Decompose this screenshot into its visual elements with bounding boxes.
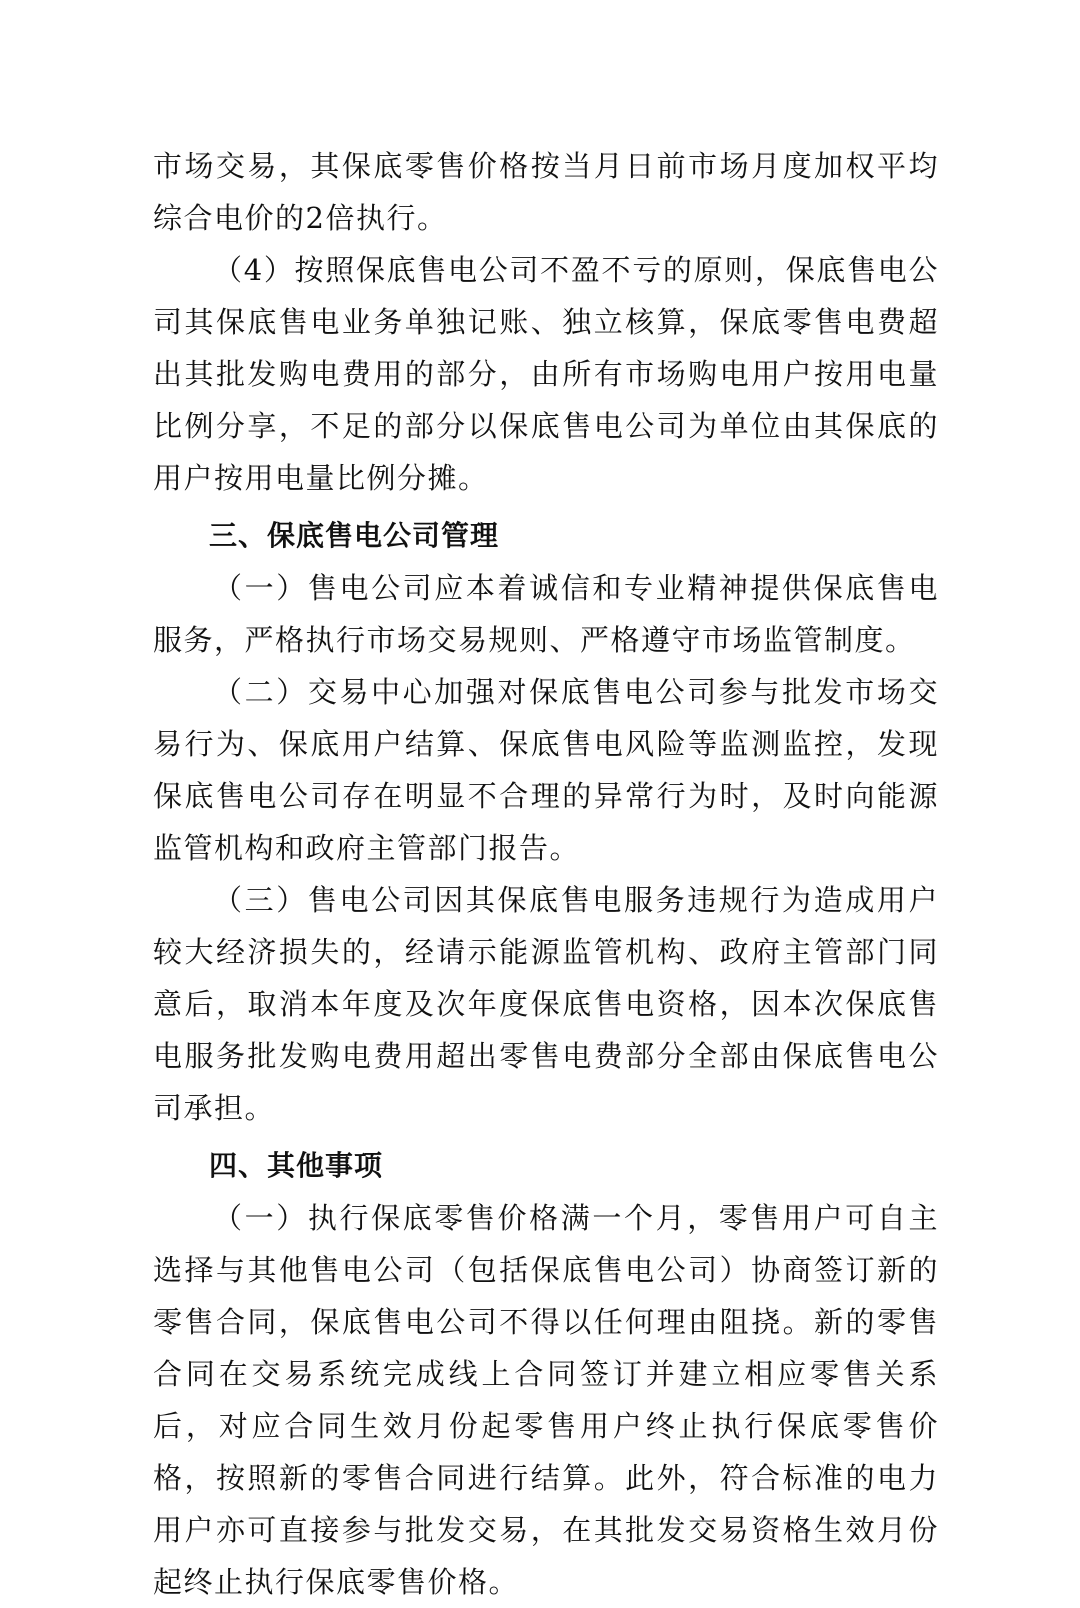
paragraph-section3-item-1: （一）售电公司应本着诚信和专业精神提供保底售电服务，严格执行市场交易规则、严格遵守市场监管制度。: [153, 571, 939, 657]
paragraph-continuation: 市场交易，其保底零售价格按当月日前市场月度加权平均综合电价的2倍执行。: [153, 149, 939, 235]
paragraph-item-4: （4）按照保底售电公司不盈不亏的原则，保底售电公司其保底售电业务单独记账、独立核算，保底零售电费超出其批发购电费用的部分，由所有市场购电用户按用电量比例分享，不足的部分以保底售电公司为单位由其保底的用户按用电量比例分摊。: [153, 253, 939, 495]
paragraph-section3-item-3: （三）售电公司因其保底售电服务违规行为造成用户较大经济损失的，经请示能源监管机构、政府主管部门同意后，取消本年度及次年度保底售电资格，因本次保底售电服务批发购电费用超出零售电费部分全部由保底售电公司承担。: [153, 883, 939, 1125]
paragraph-section4-item-1: （一）执行保底零售价格满一个月，零售用户可自主选择与其他售电公司（包括保底售电公司）协商签订新的零售合同，保底售电公司不得以任何理由阻挠。新的零售合同在交易系统完成线上合同签订并建立相应零售关系后，对应合同生效月份起零售用户终止执行保底零售价格，按照新的零售合同进行结算。此外，符合标准的电力用户亦可直接参与批发交易，在其批发交易资格生效月份起终止执行保底零售价格。: [153, 1201, 939, 1599]
section-heading-4: 四、其他事项: [209, 1149, 384, 1182]
paragraph-section3-item-2: （二）交易中心加强对保底售电公司参与批发市场交易行为、保底用户结算、保底售电风险等监测监控，发现保底售电公司存在明显不合理的异常行为时，及时向能源监管机构和政府主管部门报告。: [153, 675, 939, 865]
document-page: [153, 140, 939, 1608]
section-heading-3: 三、保底售电公司管理: [209, 519, 500, 552]
